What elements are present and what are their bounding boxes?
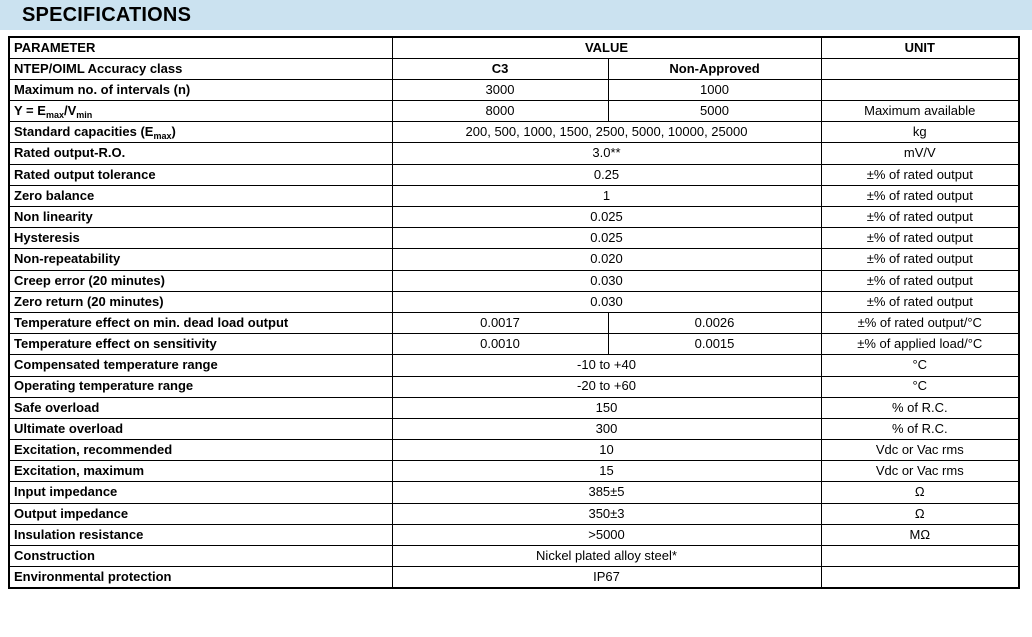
parameter-cell: Excitation, maximum [9, 461, 392, 482]
table-row [9, 355, 1019, 376]
parameter-cell: Input impedance [9, 482, 392, 503]
value-cell: 0.0010 [392, 334, 608, 355]
value-cell: C3 [392, 58, 608, 79]
table-row [9, 334, 1019, 355]
table-header-row [9, 37, 1019, 58]
table-row [9, 164, 1019, 185]
value-cell: 0.0017 [392, 312, 608, 333]
parameter-cell: Standard capacities $(E_{max})$ [9, 122, 392, 143]
unit-cell: ±% of applied load/°C [821, 334, 1019, 355]
unit-cell [821, 58, 1019, 79]
value-cell: IP67 [392, 567, 821, 588]
table-row [9, 249, 1019, 270]
unit-cell: Maximum available [821, 101, 1019, 122]
spec-table-body [9, 58, 1019, 588]
value-cell: 10 [392, 440, 821, 461]
value-cell: 1 [392, 185, 821, 206]
unit-cell: Ω [821, 482, 1019, 503]
header-parameter: PARAMETER [9, 37, 392, 58]
value-cell: 350±3 [392, 503, 821, 524]
table-row [9, 567, 1019, 588]
specifications-table [8, 36, 1020, 589]
unit-cell: Ω [821, 503, 1019, 524]
table-row [9, 503, 1019, 524]
value-cell: 200, 500, 1000, 1500, 2500, 5000, 10000, 25000 [392, 122, 821, 143]
value-cell: 0.030 [392, 270, 821, 291]
unit-cell: ±% of rated output [821, 249, 1019, 270]
parameter-cell: Insulation resistance [9, 524, 392, 545]
value-cell: 5000 [608, 101, 821, 122]
parameter-cell: Non-repeatability [9, 249, 392, 270]
specifications-table-wrap [8, 36, 1032, 589]
parameter-cell: Creep error (20 minutes) [9, 270, 392, 291]
value-cell: 0.030 [392, 291, 821, 312]
table-row [9, 376, 1019, 397]
value-cell: 300 [392, 418, 821, 439]
table-row [9, 482, 1019, 503]
unit-cell: Vdc or Vac rms [821, 440, 1019, 461]
table-row [9, 440, 1019, 461]
value-cell: 0.0026 [608, 312, 821, 333]
parameter-cell: Compensated temperature range [9, 355, 392, 376]
table-row [9, 418, 1019, 439]
parameter-cell: Zero balance [9, 185, 392, 206]
parameter-cell: Ultimate overload [9, 418, 392, 439]
table-row [9, 312, 1019, 333]
value-cell: >5000 [392, 524, 821, 545]
unit-cell: ±% of rated output [821, 164, 1019, 185]
value-cell: 8000 [392, 101, 608, 122]
unit-cell: ±% of rated output/°C [821, 312, 1019, 333]
value-cell: 3000 [392, 79, 608, 100]
unit-cell: ±% of rated output [821, 185, 1019, 206]
table-row [9, 58, 1019, 79]
table-row [9, 461, 1019, 482]
value-cell: -10 to +40 [392, 355, 821, 376]
parameter-cell: $Y = E_{max}/V_{min}$ [9, 101, 392, 122]
header-unit: UNIT [821, 37, 1019, 58]
title-band [0, 0, 1032, 30]
value-cell: 0.025 [392, 207, 821, 228]
parameter-cell: Rated output tolerance [9, 164, 392, 185]
value-cell: 150 [392, 397, 821, 418]
unit-cell: ±% of rated output [821, 291, 1019, 312]
header-value: VALUE [392, 37, 821, 58]
table-row [9, 207, 1019, 228]
value-cell: 3.0** [392, 143, 821, 164]
parameter-cell: Output impedance [9, 503, 392, 524]
unit-cell: °C [821, 355, 1019, 376]
table-row [9, 291, 1019, 312]
table-row [9, 79, 1019, 100]
unit-cell: kg [821, 122, 1019, 143]
parameter-cell: Environmental protection [9, 567, 392, 588]
parameter-cell: Zero return (20 minutes) [9, 291, 392, 312]
unit-cell [821, 567, 1019, 588]
parameter-cell: Construction [9, 546, 392, 567]
parameter-cell: Safe overload [9, 397, 392, 418]
parameter-cell: NTEP/OIML Accuracy class [9, 58, 392, 79]
table-row [9, 143, 1019, 164]
unit-cell: mV/V [821, 143, 1019, 164]
table-row [9, 546, 1019, 567]
table-row [9, 270, 1019, 291]
unit-cell: % of R.C. [821, 418, 1019, 439]
value-cell: Nickel plated alloy steel* [392, 546, 821, 567]
value-cell: 0.020 [392, 249, 821, 270]
table-row [9, 122, 1019, 143]
unit-cell: % of R.C. [821, 397, 1019, 418]
table-row [9, 228, 1019, 249]
unit-cell: ±% of rated output [821, 270, 1019, 291]
value-cell: 15 [392, 461, 821, 482]
value-cell: 1000 [608, 79, 821, 100]
unit-cell [821, 546, 1019, 567]
unit-cell: ±% of rated output [821, 228, 1019, 249]
value-cell: -20 to +60 [392, 376, 821, 397]
parameter-cell: Non linearity [9, 207, 392, 228]
value-cell: Non-Approved [608, 58, 821, 79]
table-row [9, 185, 1019, 206]
unit-cell [821, 79, 1019, 100]
parameter-cell: Temperature effect on min. dead load output [9, 312, 392, 333]
table-row [9, 524, 1019, 545]
unit-cell: ±% of rated output [821, 207, 1019, 228]
parameter-cell: Operating temperature range [9, 376, 392, 397]
parameter-cell: Maximum no. of intervals (n) [9, 79, 392, 100]
parameter-cell: Temperature effect on sensitivity [9, 334, 392, 355]
value-cell: 385±5 [392, 482, 821, 503]
parameter-cell: Hysteresis [9, 228, 392, 249]
page-title: SPECIFICATIONS [22, 3, 192, 26]
parameter-cell: Rated output-R.O. [9, 143, 392, 164]
unit-cell: °C [821, 376, 1019, 397]
table-row [9, 397, 1019, 418]
table-row [9, 101, 1019, 122]
parameter-cell: Excitation, recommended [9, 440, 392, 461]
value-cell: 0.025 [392, 228, 821, 249]
value-cell: 0.25 [392, 164, 821, 185]
unit-cell: MΩ [821, 524, 1019, 545]
value-cell: 0.0015 [608, 334, 821, 355]
unit-cell: Vdc or Vac rms [821, 461, 1019, 482]
